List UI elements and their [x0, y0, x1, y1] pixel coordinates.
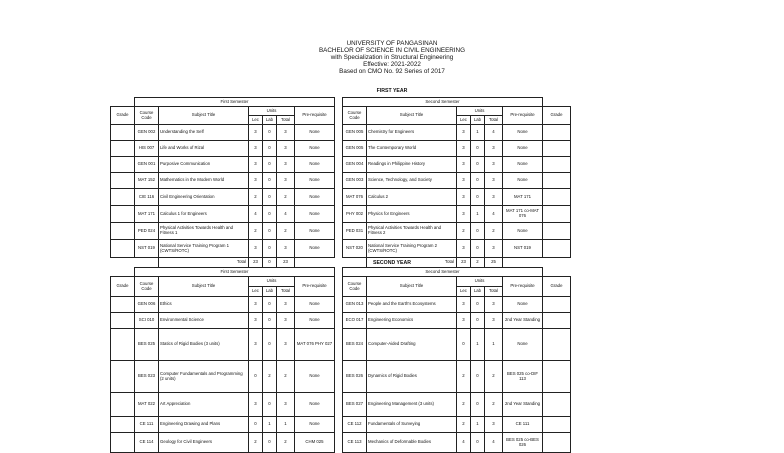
course-code-cell: GEN 003 — [343, 173, 367, 189]
column-spacer — [335, 157, 343, 173]
grade-header: Grade — [543, 107, 571, 125]
prerequisite-cell: BES 025 co-BES 026 — [503, 433, 543, 453]
lec-units-cell: 3 — [249, 313, 263, 329]
course-code-cell: ECO 017 — [343, 313, 367, 329]
course-code-header: Course Code — [343, 107, 367, 125]
subject-title-cell: National Service Training Program 1 (CWTS/ROTC) — [159, 240, 249, 258]
lec-units-cell: 3 — [249, 173, 263, 189]
lab-units-cell: 0 — [263, 157, 277, 173]
course-code-cell: GEN 004 — [343, 157, 367, 173]
lab-units-cell: 1 — [471, 417, 485, 433]
lec-units-cell: 3 — [457, 157, 471, 173]
lab-units-cell: 0 — [263, 206, 277, 223]
lab-units-cell: 0 — [471, 157, 485, 173]
first-semester-label: First Semester — [135, 98, 335, 107]
course-code-cell: PED 031 — [343, 223, 367, 240]
subject-title-cell: Physical Activities Towards Health and Fitness 2 — [367, 223, 457, 240]
total-units-sem1: 23 — [277, 258, 295, 268]
subject-title-cell: Dynamics of Rigid Bodies — [367, 361, 457, 393]
subject-title-cell: Statics of Rigid Bodies (3 units) — [159, 329, 249, 361]
course-code-cell: MAT 152 — [135, 173, 159, 189]
lec-units-cell: 3 — [457, 189, 471, 206]
total-units-cell: 1 — [485, 329, 503, 361]
units-header: Units — [457, 107, 503, 116]
effectivity: Effective: 2021-2022 — [363, 61, 421, 68]
prerequisite-cell: None — [295, 189, 335, 206]
lec-units-cell: 3 — [457, 206, 471, 223]
grade-cell — [543, 393, 571, 417]
course-code-cell: NST 020 — [343, 240, 367, 258]
lab-units-cell: 0 — [263, 240, 277, 258]
lec-units-cell: 3 — [457, 297, 471, 313]
total-units-cell: 3 — [277, 173, 295, 189]
prerequisite-cell: None — [503, 297, 543, 313]
course-code-cell: MAT 076 — [343, 189, 367, 206]
subject-title-cell: Mechanics of Deformable Bodies — [367, 433, 457, 453]
prerequisite-cell: BES 025 co-DIF 113 — [503, 361, 543, 393]
lab-units-cell: 0 — [471, 297, 485, 313]
lec-units-cell: 3 — [249, 297, 263, 313]
lab-units-cell: 0 — [471, 141, 485, 157]
lab-units-cell: 1 — [263, 417, 277, 433]
column-spacer — [335, 240, 343, 258]
lec-units-cell: 2 — [457, 417, 471, 433]
prerequisite-cell: 2nd Year Standing — [503, 313, 543, 329]
grade-cell — [543, 313, 571, 329]
grade-cell — [543, 329, 571, 361]
grade-cell — [543, 189, 571, 206]
course-code-header: Course Code — [135, 277, 159, 297]
course-code-cell: SCI 010 — [135, 313, 159, 329]
course-code-cell: GEN 005 — [343, 125, 367, 141]
document-header — [0, 40, 784, 75]
grade-cell — [111, 189, 135, 206]
course-code-cell: CE 114 — [135, 433, 159, 453]
grade-cell — [543, 417, 571, 433]
course-row — [111, 206, 571, 223]
subject-title-header: Subject Title — [159, 107, 249, 125]
course-code-cell: PED 024 — [135, 223, 159, 240]
column-spacer — [335, 297, 343, 313]
subject-title-header: Subject Title — [159, 277, 249, 297]
column-spacer — [335, 433, 343, 453]
course-row — [111, 361, 571, 393]
course-row — [111, 157, 571, 173]
subject-title-cell: The Contemporary World — [367, 141, 457, 157]
grade-cell — [543, 240, 571, 258]
subject-title-cell: Physics for Engineers — [367, 206, 457, 223]
lab-units-cell: 0 — [471, 189, 485, 206]
prerequisite-cell: None — [295, 223, 335, 240]
prerequisite-cell: None — [503, 223, 543, 240]
course-code-cell: PHY 002 — [343, 206, 367, 223]
total-units-cell: 4 — [485, 125, 503, 141]
lec-units-cell: 3 — [249, 157, 263, 173]
course-row — [111, 173, 571, 189]
course-code-cell: CE 113 — [343, 433, 367, 453]
column-spacer — [335, 417, 343, 433]
total-units-cell: 3 — [485, 417, 503, 433]
course-code-cell: BES 027 — [343, 393, 367, 417]
cmo-basis: Based on CMO No. 92 Series of 2017 — [339, 68, 445, 75]
course-code-cell: BES 025 — [135, 329, 159, 361]
specialization: with Specialization in Structural Engineering — [330, 54, 454, 61]
lec-units-cell: 3 — [457, 240, 471, 258]
course-code-cell: CE 112 — [343, 417, 367, 433]
subject-title-cell: Readings in Philippine History — [367, 157, 457, 173]
total-units-cell: 1 — [277, 417, 295, 433]
total-header: Total — [277, 287, 295, 297]
total-units-cell: 3 — [277, 313, 295, 329]
first-semester-label: First Semester — [135, 268, 335, 277]
lab-units-cell: 0 — [471, 240, 485, 258]
subject-title-cell: People and the Earth's Ecosystems — [367, 297, 457, 313]
year-title-second: SECOND YEAR — [373, 260, 411, 266]
course-row — [111, 433, 571, 453]
grade-cell — [111, 393, 135, 417]
column-spacer — [335, 189, 343, 206]
grade-cell — [111, 329, 135, 361]
lab-units-cell: 0 — [471, 433, 485, 453]
column-spacer — [335, 313, 343, 329]
total-units-cell: 3 — [485, 189, 503, 206]
subject-title-cell: Engineering Management (3 units) — [367, 393, 457, 417]
subject-title-cell: Life and Works of Rizal — [159, 141, 249, 157]
course-row — [111, 189, 571, 206]
prerequisite-header: Pre-requisite — [503, 107, 543, 125]
total-lec-sem1: 23 — [249, 258, 263, 268]
lec-units-cell: 3 — [457, 173, 471, 189]
subject-title-cell: Environmental Science — [159, 313, 249, 329]
grade-cell — [543, 433, 571, 453]
lec-header: Lec — [457, 116, 471, 125]
lab-units-cell: 0 — [263, 125, 277, 141]
grade-cell — [111, 141, 135, 157]
total-units-cell: 2 — [277, 361, 295, 393]
lab-units-cell: 2 — [263, 361, 277, 393]
prerequisite-cell: None — [295, 361, 335, 393]
total-label: Total — [159, 258, 249, 268]
course-row — [111, 240, 571, 258]
prerequisite-header: Pre-requisite — [295, 277, 335, 297]
prerequisite-cell: None — [295, 240, 335, 258]
lab-units-cell: 1 — [471, 125, 485, 141]
grade-cell — [111, 361, 135, 393]
grade-cell — [543, 173, 571, 189]
lec-units-cell: 2 — [249, 223, 263, 240]
course-code-cell: GEN 005 — [343, 141, 367, 157]
course-code-cell: GEN 001 — [135, 157, 159, 173]
total-units-cell: 3 — [485, 297, 503, 313]
lec-units-cell: 0 — [249, 417, 263, 433]
course-code-cell: GEN 002 — [135, 125, 159, 141]
course-code-cell: MAT 171 — [135, 206, 159, 223]
total-lab-sem1: 0 — [263, 258, 277, 268]
lec-units-cell: 2 — [249, 433, 263, 453]
course-row — [111, 329, 571, 361]
total-units-cell: 3 — [485, 313, 503, 329]
lab-units-cell: 0 — [263, 433, 277, 453]
lab-header: Lab — [471, 116, 485, 125]
subject-title-cell: Calculus 2 — [367, 189, 457, 206]
subject-title-cell: Engineering Drawing and Plans — [159, 417, 249, 433]
prerequisite-cell: 2nd Year Standing — [503, 393, 543, 417]
lec-units-cell: 3 — [457, 141, 471, 157]
lec-units-cell: 3 — [249, 393, 263, 417]
course-code-cell: GEN 006 — [135, 297, 159, 313]
subject-title-cell: Ethics — [159, 297, 249, 313]
subject-title-cell: Computer Fundamentals and Programming (2 units) — [159, 361, 249, 393]
prerequisite-cell: None — [503, 157, 543, 173]
total-units-cell: 3 — [485, 240, 503, 258]
lec-units-cell: 2 — [249, 189, 263, 206]
second-semester-label: Second Semester — [343, 98, 543, 107]
course-code-cell: MAT 022 — [135, 393, 159, 417]
total-units-cell: 4 — [485, 433, 503, 453]
grade-cell — [111, 223, 135, 240]
prerequisite-cell: None — [295, 313, 335, 329]
lab-units-cell: 0 — [471, 223, 485, 240]
prerequisite-header: Pre-requisite — [295, 107, 335, 125]
course-row — [111, 125, 571, 141]
course-code-cell: HIS 007 — [135, 141, 159, 157]
course-row — [111, 417, 571, 433]
course-code-cell: BES 024 — [343, 329, 367, 361]
subject-title-cell: Physical Activities Towards Health and Fitness 1 — [159, 223, 249, 240]
university-name: UNIVERSITY OF PANGASINAN — [346, 40, 438, 47]
grade-cell — [111, 313, 135, 329]
total-units-cell: 3 — [277, 240, 295, 258]
total-units-cell: 3 — [277, 125, 295, 141]
grade-cell — [543, 361, 571, 393]
subject-title-cell: Mathematics in the Modern World — [159, 173, 249, 189]
lab-units-cell: 0 — [263, 223, 277, 240]
total-units-cell: 3 — [485, 141, 503, 157]
course-code-header: Course Code — [343, 277, 367, 297]
grade-header: Grade — [543, 277, 571, 297]
units-header: Units — [249, 107, 295, 116]
prerequisite-cell: MAT 171 — [503, 189, 543, 206]
subject-title-cell: Fundamentals of Surveying — [367, 417, 457, 433]
lab-header: Lab — [263, 116, 277, 125]
lec-units-cell: 2 — [457, 393, 471, 417]
lab-units-cell: 1 — [471, 206, 485, 223]
column-spacer — [335, 361, 343, 393]
prerequisite-cell: None — [295, 393, 335, 417]
prerequisite-cell: MAT 076 PHY 027 — [295, 329, 335, 361]
total-units-cell: 3 — [277, 297, 295, 313]
prerequisite-cell: None — [503, 173, 543, 189]
lab-units-cell: 1 — [471, 329, 485, 361]
total-header: Total — [277, 116, 295, 125]
units-header: Units — [457, 277, 503, 287]
lab-units-cell: 0 — [471, 361, 485, 393]
prerequisite-cell: CHM 025 — [295, 433, 335, 453]
grade-cell — [543, 125, 571, 141]
course-row — [111, 141, 571, 157]
total-units-cell: 3 — [277, 329, 295, 361]
course-code-cell: CIE 116 — [135, 189, 159, 206]
total-units-cell: 2 — [485, 223, 503, 240]
subject-title-cell: Chemistry for Engineers — [367, 125, 457, 141]
prerequisite-cell: None — [295, 141, 335, 157]
subject-title-cell: Calculus 1 for Engineers — [159, 206, 249, 223]
course-row — [111, 223, 571, 240]
prerequisite-cell: None — [503, 329, 543, 361]
course-code-cell: BES 023 — [135, 361, 159, 393]
subject-title-header: Subject Title — [367, 277, 457, 297]
course-row — [111, 313, 571, 329]
lab-units-cell: 0 — [263, 313, 277, 329]
year-title-first: FIRST YEAR — [376, 88, 408, 94]
total-lec-sem2: 23 — [457, 258, 471, 268]
prerequisite-cell: NST 019 — [503, 240, 543, 258]
column-spacer — [335, 223, 343, 240]
lec-units-cell: 3 — [249, 141, 263, 157]
grade-cell — [543, 206, 571, 223]
total-header: Total — [485, 116, 503, 125]
subject-title-header: Subject Title — [367, 107, 457, 125]
lab-units-cell: 0 — [263, 189, 277, 206]
total-units-cell: 2 — [485, 361, 503, 393]
lab-units-cell: 0 — [471, 393, 485, 417]
total-units-cell: 3 — [485, 157, 503, 173]
lec-units-cell: 4 — [249, 206, 263, 223]
lab-header: Lab — [471, 287, 485, 297]
prerequisite-cell: None — [295, 297, 335, 313]
subject-title-cell: Purposive Communication — [159, 157, 249, 173]
grade-cell — [111, 433, 135, 453]
lec-units-cell: 0 — [457, 329, 471, 361]
prerequisite-cell: None — [503, 125, 543, 141]
column-spacer — [335, 173, 343, 189]
grade-header: Grade — [111, 107, 135, 125]
subject-title-cell: Geology for Civil Engineers — [159, 433, 249, 453]
column-spacer — [335, 206, 343, 223]
program-name: BACHELOR OF SCIENCE IN CIVIL ENGINEERING — [318, 47, 466, 54]
prerequisite-cell: CE 111 — [503, 417, 543, 433]
column-spacer — [335, 141, 343, 157]
lab-units-cell: 0 — [263, 297, 277, 313]
subject-title-cell: Civil Engineering Orientation — [159, 189, 249, 206]
grade-cell — [543, 141, 571, 157]
lec-units-cell: 3 — [457, 125, 471, 141]
prerequisite-cell: MAT 171 co-MAT 076 — [503, 206, 543, 223]
course-code-cell: CE 111 — [135, 417, 159, 433]
total-units-cell: 2 — [485, 393, 503, 417]
prerequisite-cell: None — [295, 157, 335, 173]
column-spacer — [335, 329, 343, 361]
course-code-cell: BES 026 — [343, 361, 367, 393]
grade-cell — [111, 297, 135, 313]
subject-title-cell: Computer-Aided Drafting — [367, 329, 457, 361]
column-spacer — [335, 125, 343, 141]
grade-cell — [111, 125, 135, 141]
column-spacer — [335, 393, 343, 417]
course-code-cell: NST 019 — [135, 240, 159, 258]
second-year-table — [110, 267, 571, 453]
subject-title-cell: Understanding the Self — [159, 125, 249, 141]
total-units-cell: 2 — [277, 433, 295, 453]
grade-cell — [111, 206, 135, 223]
lab-units-cell: 0 — [471, 173, 485, 189]
subject-title-cell: Science, Technology, and Society — [367, 173, 457, 189]
grade-cell — [111, 157, 135, 173]
lec-units-cell: 3 — [249, 240, 263, 258]
total-label: Total — [367, 258, 457, 268]
lec-header: Lec — [249, 116, 263, 125]
grade-cell — [543, 297, 571, 313]
lec-units-cell: 3 — [457, 313, 471, 329]
second-semester-label: Second Semester — [343, 268, 543, 277]
subject-title-cell: Engineering Economics — [367, 313, 457, 329]
course-code-cell: GEN 013 — [343, 297, 367, 313]
total-units-cell: 3 — [485, 173, 503, 189]
first-year-table — [110, 97, 571, 268]
total-units-cell: 3 — [277, 141, 295, 157]
subject-title-cell: National Service Training Program 2 (CWTS/ROTC) — [367, 240, 457, 258]
total-units-cell: 4 — [277, 206, 295, 223]
prerequisite-cell: None — [295, 417, 335, 433]
lec-header: Lec — [457, 287, 471, 297]
lec-units-cell: 2 — [457, 223, 471, 240]
lab-units-cell: 0 — [263, 393, 277, 417]
total-units-cell: 3 — [277, 157, 295, 173]
total-header: Total — [485, 287, 503, 297]
lec-units-cell: 3 — [249, 329, 263, 361]
total-lab-sem2: 2 — [471, 258, 485, 268]
grade-cell — [543, 223, 571, 240]
lec-units-cell: 0 — [249, 361, 263, 393]
lec-units-cell: 4 — [457, 433, 471, 453]
lab-units-cell: 0 — [263, 329, 277, 361]
grade-header: Grade — [111, 277, 135, 297]
lab-units-cell: 0 — [263, 173, 277, 189]
total-units-cell: 3 — [277, 393, 295, 417]
total-units-cell: 2 — [277, 189, 295, 206]
grade-cell — [111, 240, 135, 258]
lab-header: Lab — [263, 287, 277, 297]
lec-units-cell: 3 — [249, 125, 263, 141]
course-row — [111, 393, 571, 417]
grade-cell — [111, 173, 135, 189]
prerequisite-cell: None — [295, 125, 335, 141]
grade-cell — [543, 157, 571, 173]
lec-header: Lec — [249, 287, 263, 297]
total-units-cell: 2 — [277, 223, 295, 240]
grade-cell — [111, 417, 135, 433]
total-units-sem2: 25 — [485, 258, 503, 268]
prerequisite-cell: None — [295, 173, 335, 189]
prerequisite-cell: None — [295, 206, 335, 223]
lab-units-cell: 0 — [471, 313, 485, 329]
course-code-header: Course Code — [135, 107, 159, 125]
prerequisite-header: Pre-requisite — [503, 277, 543, 297]
units-header: Units — [249, 277, 295, 287]
lab-units-cell: 0 — [263, 141, 277, 157]
subject-title-cell: Art Appreciation — [159, 393, 249, 417]
prerequisite-cell: None — [503, 141, 543, 157]
lec-units-cell: 2 — [457, 361, 471, 393]
total-units-cell: 4 — [485, 206, 503, 223]
course-row — [111, 297, 571, 313]
